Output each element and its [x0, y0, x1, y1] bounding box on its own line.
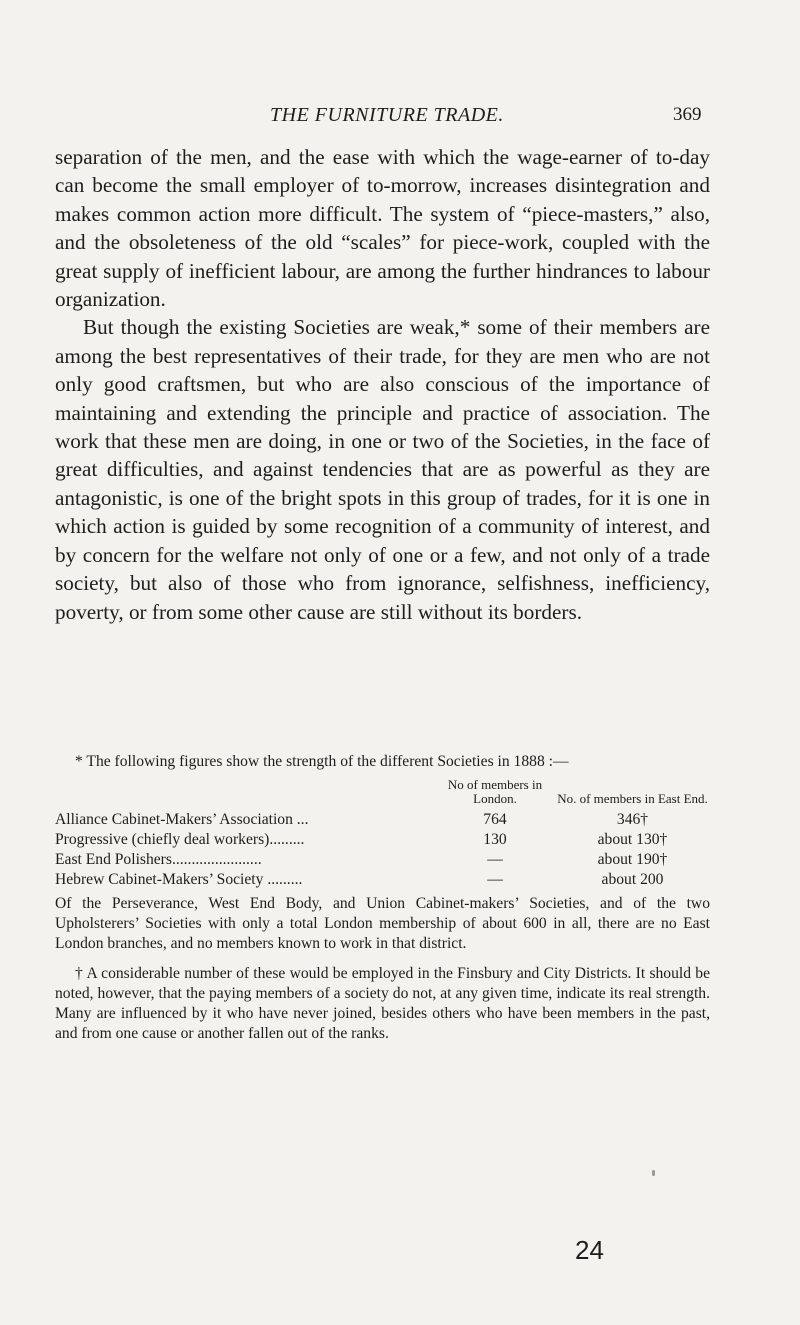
page-header [0, 100, 800, 130]
table-row [55, 850, 710, 870]
east-end-members: about 200 [601, 871, 664, 888]
col-header-london: No of members in London. [447, 777, 543, 806]
london-members: 130 [483, 831, 507, 848]
east-end-members: about 190† [597, 851, 668, 868]
paragraph-2: But though the existing Societies are weak,* some of their members are among the best representatives of their trade, for they are men who are not only good craftsmen, but who are also conscious of the importance of maintaining and extending the principle and practice of association. The work that these men are doing, in one or two of the Societies, in the face of great difficulties, and against tendencies that are as powerful as they are antagonistic, is one of the bright spots in this group of trades, for it is one in which action is guided by some recognition of a community of interest, and by concern for the welfare not only of one or a few, and not only of a trade society, but also of those who from ignorance, selfishness, inefficiency, poverty, or from some other cause are still without its borders. [55, 315, 710, 624]
footnote-intro: * The following figures show the strength of the different Societies in 1888 :— [75, 753, 569, 770]
signature-number: 24 [575, 1235, 604, 1265]
paper-speck [652, 1170, 655, 1176]
col-header-east-end: No. of members in East End. [557, 791, 708, 806]
body-text [55, 143, 710, 626]
footnote-after-table: Of the Perseverance, West End Body, and Union Cabinet-makers’ Societies, and of the two Upholsterers’ Societies with only a total London membership of about 600 in all, there are no East London branches, and no members known to work in that district. [55, 895, 710, 952]
table-row [55, 810, 710, 830]
running-title: THE FURNITURE TRADE. [270, 104, 504, 126]
table-header-blank [55, 778, 435, 810]
page-number: 369 [673, 104, 702, 125]
footnote-block [55, 752, 710, 1044]
table-header-row [55, 778, 710, 810]
london-members: — [487, 871, 503, 888]
society-name: East End Polishers....................... [55, 851, 262, 868]
east-end-members: about 130† [597, 831, 668, 848]
society-name: Progressive (chiefly deal workers)......... [55, 831, 305, 848]
dagger-footnote: † A considerable number of these would be employed in the Finsbury and City Districts. It should be noted, however, that the paying members of a society do not, at any given time, indicate its real strength. Many are influenced by it who have never joined, besides others who have been members in the past, and from one cause or another fallen out of the ranks. [55, 965, 710, 1042]
table-row [55, 870, 710, 890]
membership-table [55, 778, 710, 890]
paragraph-1: separation of the men, and the ease with which the wage-earner of to-day can become the small employer of to-morrow, increases disintegration and makes common action more difficult. The system of “piece-masters,” also, and the obsoleteness of the old “scales” for piece-work, coupled with the great supply of inefficient labour, are among the further hindrances to labour organization. [55, 145, 710, 312]
society-name: Hebrew Cabinet-Makers’ Society ......... [55, 871, 303, 888]
table-row [55, 830, 710, 850]
london-members: — [487, 851, 503, 868]
london-members: 764 [483, 811, 507, 828]
east-end-members: 346† [616, 811, 649, 828]
society-name: Alliance Cabinet-Makers’ Association ... [55, 811, 309, 828]
